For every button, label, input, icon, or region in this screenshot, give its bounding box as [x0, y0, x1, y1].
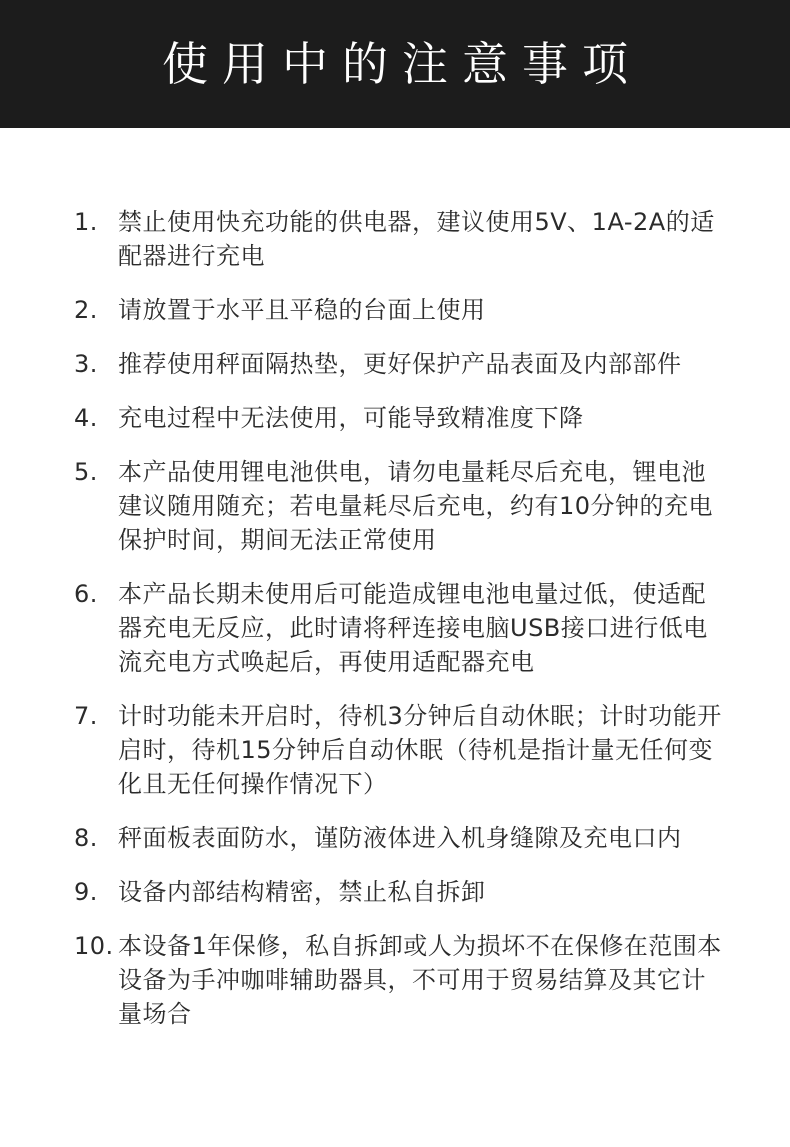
item-text: 充电过程中无法使用，可能导致精准度下降 [118, 404, 584, 432]
item-number: 10. [74, 932, 114, 960]
item-text: 禁止使用快充功能的供电器，建议使用5V、1A-2A的适配器进行充电 [118, 208, 715, 270]
item-text: 本产品使用锂电池供电，请勿电量耗尽后充电，锂电池建议随用随充；若电量耗尽后充电，约有10分钟的充电保护时间，期间无法正常使用 [118, 458, 714, 554]
item-text: 请放置于水平且平稳的台面上使用 [118, 296, 486, 324]
list-item [74, 577, 724, 679]
list-item [74, 347, 724, 381]
list-item [74, 821, 724, 855]
item-number: 3. [74, 350, 98, 378]
list-item [74, 205, 724, 273]
list-item [74, 699, 724, 801]
item-text: 推荐使用秤面隔热垫，更好保护产品表面及内部部件 [118, 350, 682, 378]
item-text: 设备内部结构精密，禁止私自拆卸 [118, 878, 486, 906]
item-number: 9. [74, 878, 98, 906]
item-number: 1. [74, 208, 98, 236]
item-text: 秤面板表面防水，谨防液体进入机身缝隙及充电口内 [118, 824, 682, 852]
list-item [74, 455, 724, 557]
item-number: 7. [74, 702, 98, 730]
item-text: 计时功能未开启时，待机3分钟后自动休眠；计时功能开启时，待机15分钟后自动休眠（待机是指计量无任何变化且无任何操作情况下） [118, 702, 722, 798]
item-number: 8. [74, 824, 98, 852]
item-number: 6. [74, 580, 98, 608]
list-item [74, 293, 724, 327]
item-number: 2. [74, 296, 98, 324]
list-item [74, 401, 724, 435]
page-title: 使用中的注意事项 [162, 37, 642, 91]
item-number: 4. [74, 404, 98, 432]
header-banner [0, 0, 790, 128]
list-item [74, 875, 724, 909]
item-number: 5. [74, 458, 98, 486]
notes-list [74, 205, 724, 1051]
item-text: 本设备1年保修，私自拆卸或人为损坏不在保修在范围本设备为手冲咖啡辅助器具，不可用于贸易结算及其它计量场合 [118, 932, 722, 1028]
list-item [74, 929, 724, 1031]
item-text: 本产品长期未使用后可能造成锂电池电量过低，使适配器充电无反应，此时请将秤连接电脑USB接口进行低电流充电方式唤起后，再使用适配器充电 [118, 580, 708, 676]
